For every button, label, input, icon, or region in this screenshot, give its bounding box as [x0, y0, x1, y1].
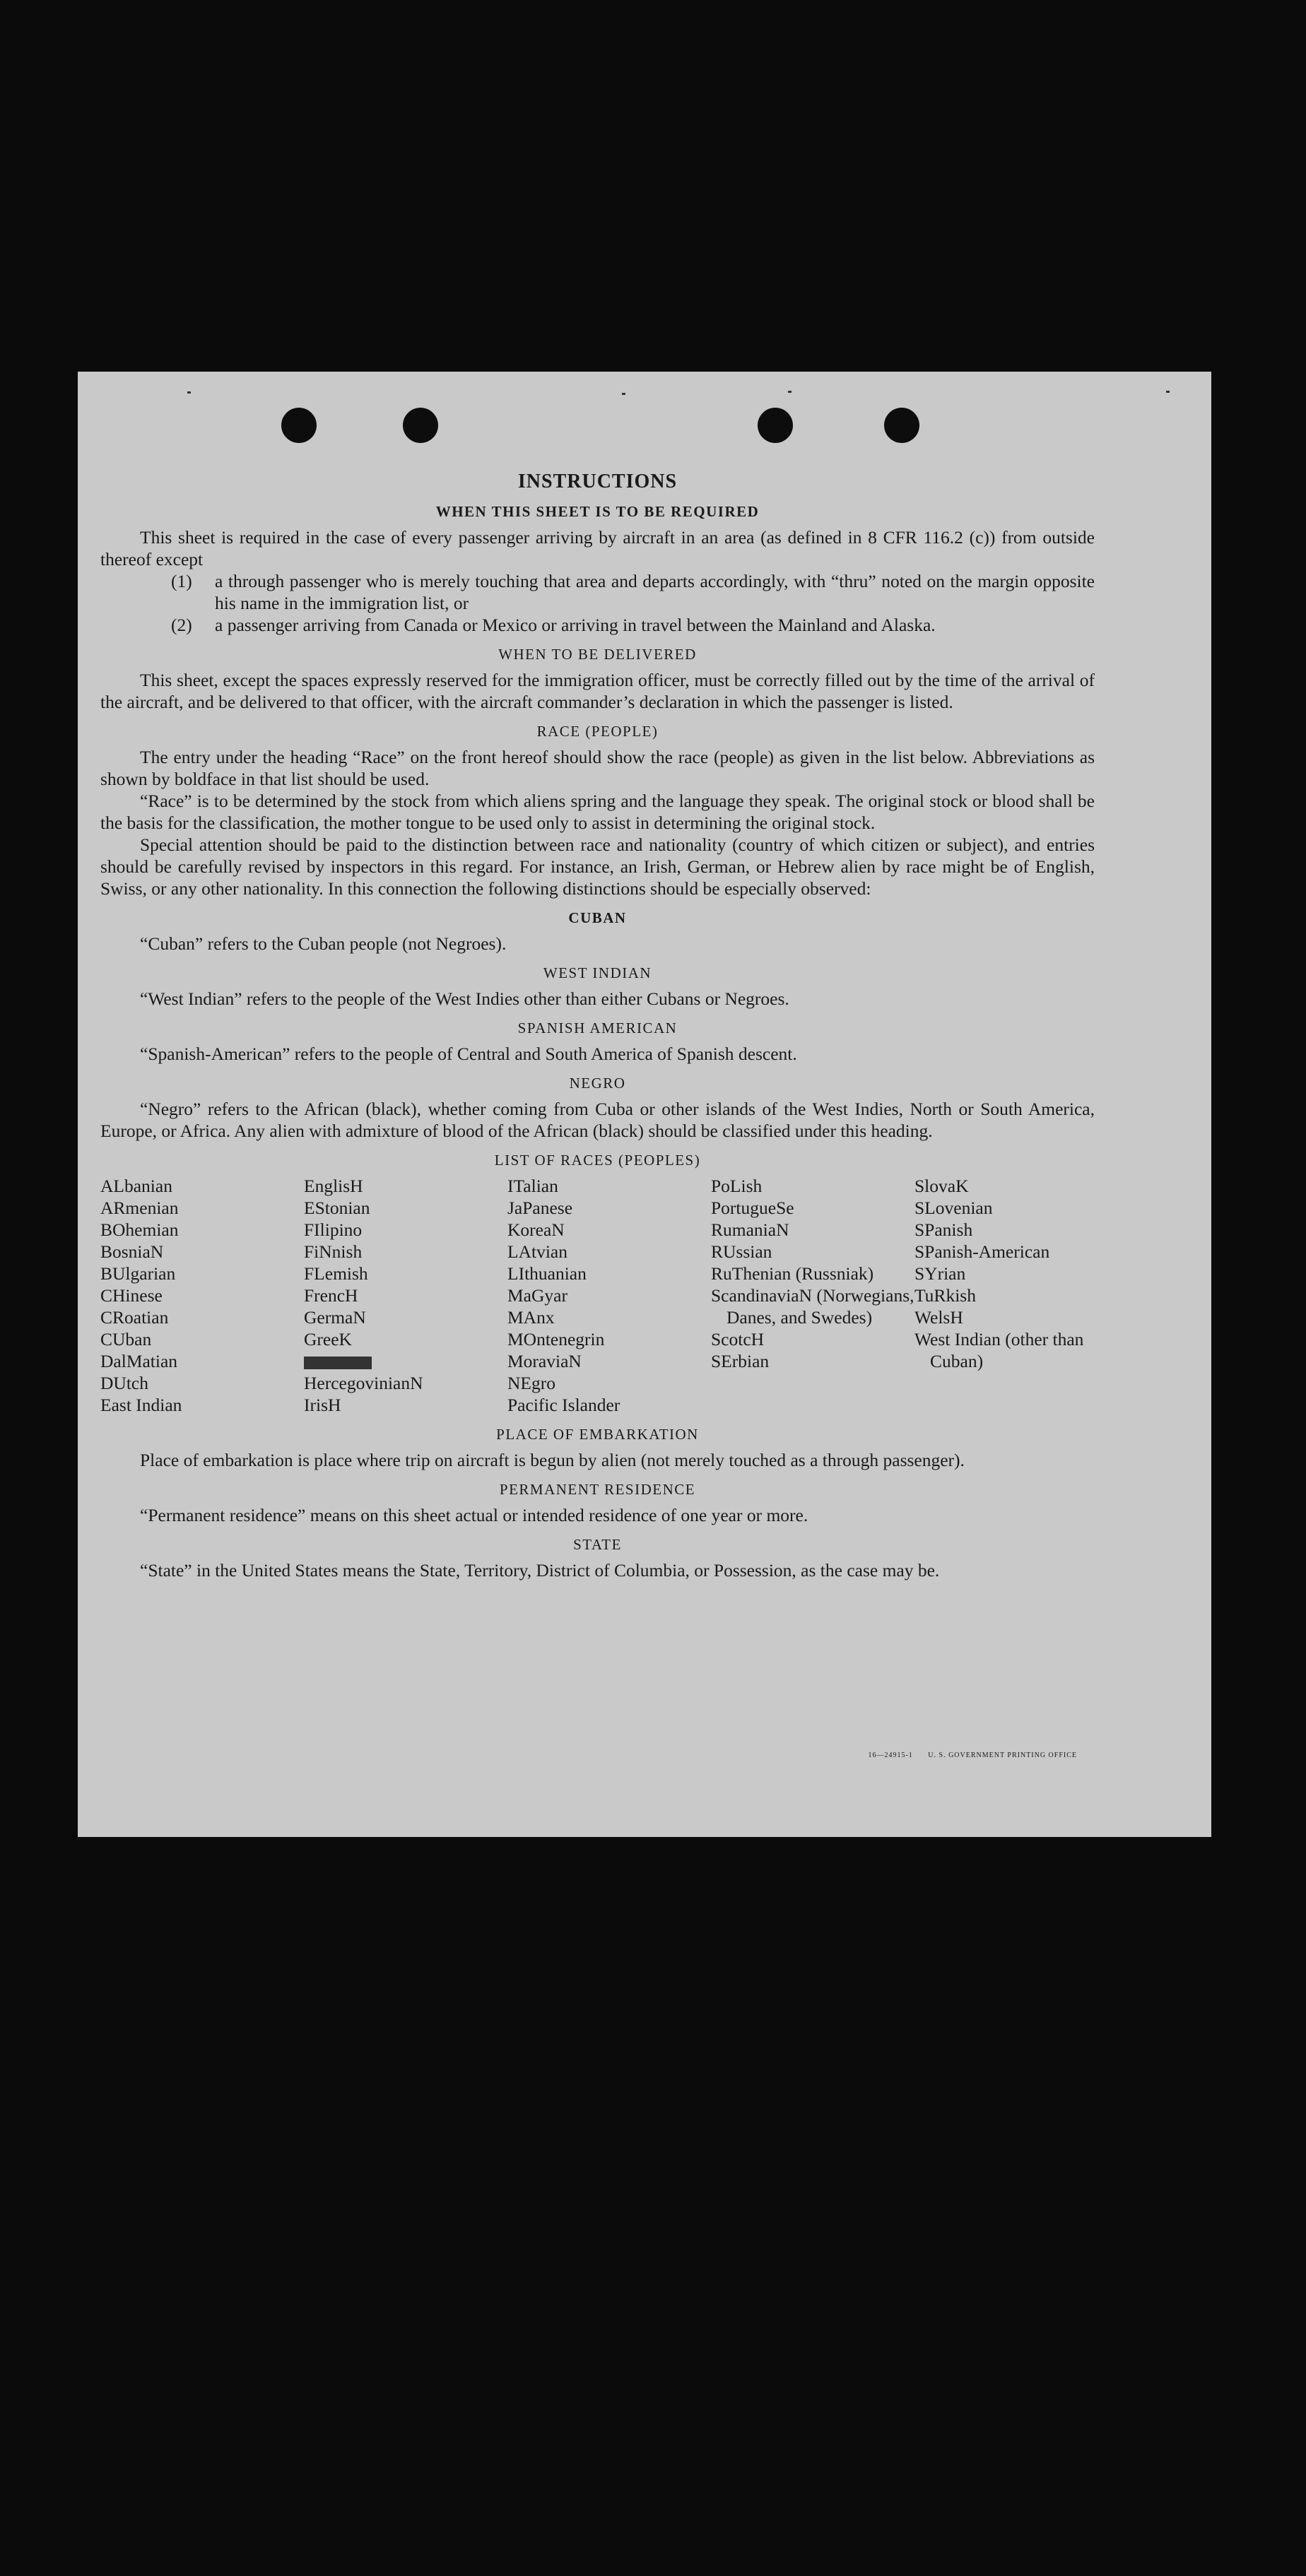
heading-required: WHEN THIS SHEET IS TO BE REQUIRED: [435, 503, 760, 520]
race-entry: DalMatian: [100, 1351, 178, 1371]
document-title: INSTRUCTIONS: [517, 471, 678, 492]
race-entry: CUban: [100, 1329, 152, 1349]
races-column-2: [304, 1175, 507, 1416]
item-text: a through passenger who is merely touching that area and departs accordingly, with “thru” noted on the margin opposite his name in the immigration list, or: [215, 571, 1095, 613]
race-entry: JaPanese: [507, 1198, 573, 1218]
race-entry: IrisH: [304, 1395, 341, 1415]
race-paragraph-3: Special attention should be paid to the distinction between race and nationality (country of which citizen or subject), and entries should be carefully revised by inspectors in this regard. For instance, an Irish, German, or Hebrew alien by race might be of English, Swiss, or any other nationality. In this connection the following distinctions should be especially observed:: [100, 834, 1095, 899]
print-footnote: [868, 1751, 1077, 1759]
race-entry: SlovaK: [914, 1176, 969, 1196]
embarkation-text: Place of embarkation is place where trip on aircraft is begun by alien (not merely touched as a through passenger).: [140, 1450, 965, 1470]
heading-embarkation: PLACE OF EMBARKATION: [496, 1426, 699, 1443]
heading-spanish-american: SPANISH AMERICAN: [517, 1020, 678, 1036]
negro-text: “Negro” refers to the African (black), whether coming from Cuba or other islands of the West Indies, North or South America, Europe, or Africa. Any alien with admixture of blood of the African (black) should be classified under this heading.: [100, 1099, 1095, 1141]
race-entry: RUssian: [711, 1241, 772, 1262]
race-entry: FrencH: [304, 1285, 358, 1306]
state-text: “State” in the United States means the State, Territory, District of Columbia, or Possession, as the case may be.: [140, 1560, 940, 1581]
residence-text: “Permanent residence” means on this sheet actual or intended residence of one year or more.: [140, 1505, 808, 1525]
race-entry: PortugueSe: [711, 1198, 794, 1218]
redaction-mark: [304, 1357, 372, 1369]
races-list: [100, 1175, 1095, 1416]
instruction-sheet: [78, 372, 1211, 1837]
speck: [1166, 391, 1170, 393]
race-entry: KoreaN: [507, 1219, 565, 1240]
race-entry: FIlipino: [304, 1219, 363, 1240]
race-entry: ITalian: [507, 1176, 558, 1196]
race-entry: ALbanian: [100, 1176, 172, 1196]
races-column-4: [711, 1175, 914, 1416]
heading-race: RACE (PEOPLE): [536, 723, 659, 740]
race-entry: WelsH: [914, 1307, 963, 1328]
west-indian-text: “West Indian” refers to the people of the West Indies other than either Cubans or Negroes.: [140, 988, 789, 1009]
cuban-text: “Cuban” refers to the Cuban people (not Negroes).: [140, 933, 507, 954]
delivered-text: This sheet, except the spaces expressly reserved for the immigration officer, must be correctly filled out by the time of the arrival of the aircraft, and be delivered to that officer, with the aircraft commander’s declaration in which the passenger is listed.: [100, 670, 1095, 712]
race-paragraph-2: “Race” is to be determined by the stock from which aliens spring and the language they speak. The original stock or blood shall be the basis for the classification, the mother tongue to be used only to assist in determining the original stock.: [100, 791, 1095, 833]
form-number: 16—24915-1: [868, 1751, 913, 1759]
race-entry: RumaniaN: [711, 1219, 789, 1240]
race-entry: GermaN: [304, 1307, 366, 1328]
speck: [187, 391, 191, 394]
race-entry: East Indian: [100, 1395, 182, 1415]
race-entry: NEgro: [507, 1373, 555, 1393]
heading-west-indian: WEST INDIAN: [543, 964, 652, 981]
race-entry: Pacific Islander: [507, 1395, 620, 1415]
race-entry: PoLish: [711, 1176, 763, 1196]
race-entry: CRoatian: [100, 1307, 169, 1328]
races-column-1: [100, 1175, 304, 1416]
heading-state: STATE: [573, 1536, 622, 1553]
item-text: a passenger arriving from Canada or Mexico or arriving in travel between the Mainland and Alaska.: [215, 615, 936, 635]
heading-delivered: WHEN TO BE DELIVERED: [498, 646, 697, 663]
race-entry: SLovenian: [914, 1198, 993, 1218]
punch-hole: [403, 408, 438, 443]
heading-negro: NEGRO: [569, 1075, 626, 1092]
race-entry: ScandinaviaN (Norwegians, Danes, and Swedes): [711, 1285, 914, 1328]
exception-item-1: [171, 570, 1095, 614]
race-entry: SPanish: [914, 1219, 973, 1240]
race-entry: MOntenegrin: [507, 1329, 605, 1349]
speck: [622, 393, 625, 395]
race-entry: RuThenian (Russniak): [711, 1263, 874, 1284]
heading-residence: PERMANENT RESIDENCE: [499, 1481, 696, 1498]
printer-credit: U. S. GOVERNMENT PRINTING OFFICE: [928, 1751, 1077, 1759]
race-entry: SYrian: [914, 1263, 966, 1284]
race-entry: ScotcH: [711, 1329, 765, 1349]
spanish-american-text: “Spanish-American” refers to the people of Central and South America of Spanish descent.: [140, 1044, 797, 1064]
race-entry: FiNnish: [304, 1241, 363, 1262]
race-entry: BosniaN: [100, 1241, 164, 1262]
race-entry: HercegovinianN: [304, 1373, 423, 1393]
race-entry: EStonian: [304, 1198, 370, 1218]
redacted-entry: [304, 1350, 507, 1372]
race-entry: SPanish-American: [914, 1241, 1050, 1262]
punch-hole: [884, 408, 919, 443]
heading-races-list: LIST OF RACES (PEOPLES): [494, 1152, 701, 1169]
race-entry: BOhemian: [100, 1219, 179, 1240]
race-entry: MoraviaN: [507, 1351, 582, 1371]
item-number: (2): [171, 615, 192, 635]
race-entry: DUtch: [100, 1373, 148, 1393]
race-entry: SErbian: [711, 1351, 770, 1371]
race-entry: ARmenian: [100, 1198, 179, 1218]
race-entry: LAtvian: [507, 1241, 567, 1262]
race-entry: FLemish: [304, 1263, 368, 1284]
item-number: (1): [171, 571, 192, 591]
speck: [788, 391, 792, 393]
race-entry: CHinese: [100, 1285, 163, 1306]
race-entry: West Indian (other than Cuban): [914, 1329, 1084, 1371]
race-entry: LIthuanian: [507, 1263, 587, 1284]
punch-hole: [281, 408, 317, 443]
heading-cuban: CUBAN: [568, 909, 627, 926]
race-entry: MaGyar: [507, 1285, 567, 1306]
race-entry: BUlgarian: [100, 1263, 176, 1284]
race-entry: TuRkish: [914, 1285, 976, 1306]
race-entry: EnglisH: [304, 1176, 363, 1196]
race-entry: MAnx: [507, 1307, 555, 1328]
races-column-5: [914, 1175, 1117, 1416]
races-column-3: [507, 1175, 711, 1416]
race-entry: GreeK: [304, 1329, 352, 1349]
exception-item-2: [171, 614, 1095, 636]
required-intro: This sheet is required in the case of every passenger arriving by aircraft in an area (as defined in 8 CFR 116.2 (c)) from outside thereof except: [100, 527, 1095, 569]
race-paragraph-1: The entry under the heading “Race” on the front hereof should show the race (people) as given in the list below. Abbreviations as shown by boldface in that list should be used.: [100, 747, 1095, 789]
punch-hole: [758, 408, 793, 443]
